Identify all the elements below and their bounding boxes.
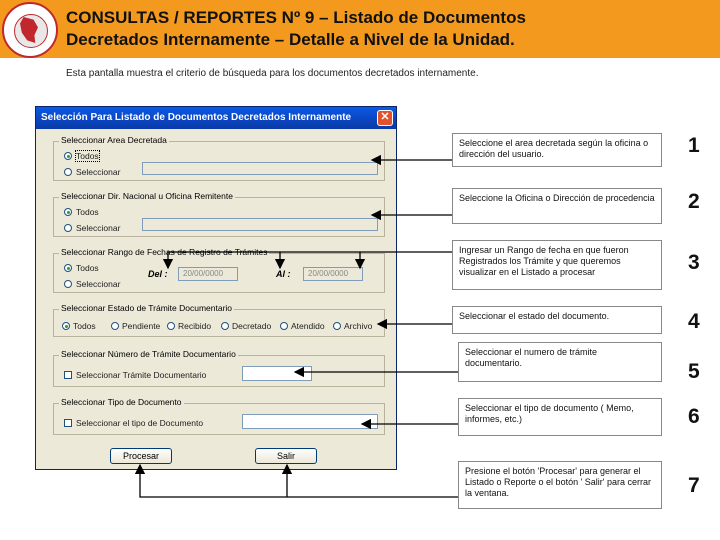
checkbox-label: Seleccionar Trámite Documentario	[76, 370, 207, 380]
group-rango-fechas	[53, 247, 385, 293]
step-number-7: 7	[688, 474, 700, 497]
option-label: Pendiente	[122, 321, 161, 331]
radio-fechas-seleccionar[interactable]	[64, 280, 72, 288]
date-to-field[interactable]: 20/00/0000	[303, 267, 363, 281]
radio-estado-archivo[interactable]	[333, 322, 341, 330]
intro-text: Esta pantalla muestra el criterio de búsqueda para los documentos decretados internamente.	[66, 68, 479, 79]
step-number-2: 2	[688, 190, 700, 213]
group-label: Seleccionar Estado de Trámite Documentario	[61, 303, 233, 313]
callout-7: Presione el botón 'Procesar' para generar el Listado o Reporte o el botón ' Salir' para cerrar la ventana.	[458, 461, 662, 509]
group-numero-tramite	[53, 349, 385, 387]
callout-5: Seleccionar el numero de trámite documentario.	[458, 342, 662, 382]
tipo-documento-checkbox[interactable]	[64, 419, 72, 427]
area-select-field[interactable]	[142, 162, 378, 175]
callout-6: Seleccionar el tipo de documento ( Memo, informes, etc.)	[458, 398, 662, 436]
step-number-1: 1	[688, 134, 700, 157]
group-label: Seleccionar Número de Trámite Documentario	[61, 349, 236, 359]
page-title-line1: CONSULTAS / REPORTES Nº 9 – Listado de Documentos	[66, 8, 526, 27]
group-area-decretada	[53, 135, 385, 181]
step-number-6: 6	[688, 405, 700, 428]
radio-estado-todos[interactable]	[62, 322, 70, 330]
step-number-4: 4	[688, 310, 700, 333]
option-label: Archivo	[344, 321, 373, 331]
option-label: Decretado	[232, 321, 272, 331]
option-label: Seleccionar	[76, 223, 121, 233]
option-label: Seleccionar	[76, 167, 121, 177]
step-number-5: 5	[688, 360, 700, 383]
dialog-title: Selección Para Listado de Documentos Decretados Internamente	[41, 112, 352, 123]
date-from-label: Del :	[148, 269, 168, 279]
group-tipo-documento	[53, 397, 385, 435]
group-label: Seleccionar Area Decretada	[61, 135, 167, 145]
page-title-line2: Decretados Internamente – Detalle a Nivel de la Unidad.	[66, 30, 515, 49]
close-icon[interactable]: ✕	[377, 110, 393, 126]
option-label: Atendido	[291, 321, 325, 331]
numero-tramite-input[interactable]	[242, 366, 312, 381]
group-label: Seleccionar Dir. Nacional u Oficina Remitente	[61, 191, 233, 201]
group-label: Seleccionar Rango de Fechas de Registro de Trámites	[61, 247, 268, 257]
callout-4: Seleccionar el estado del documento.	[452, 306, 662, 334]
checkbox-label: Seleccionar el tipo de Documento	[76, 418, 204, 428]
date-to-label: Al :	[276, 269, 291, 279]
radio-origen-seleccionar[interactable]	[64, 224, 72, 232]
callout-2: Seleccione la Oficina o Dirección de procedencia	[452, 188, 662, 224]
dialog-titlebar	[36, 107, 396, 129]
option-label: Recibido	[178, 321, 212, 331]
group-estado-tramite	[53, 303, 385, 337]
oficina-select-field[interactable]	[142, 218, 378, 231]
date-from-field[interactable]: 20/00/0000	[178, 267, 238, 281]
group-label: Seleccionar Tipo de Documento	[61, 397, 182, 407]
radio-origen-todos[interactable]	[64, 208, 72, 216]
option-label: Todos	[76, 263, 99, 273]
procesar-button[interactable]: Procesar	[110, 448, 172, 464]
radio-estado-decretado[interactable]	[221, 322, 229, 330]
radio-estado-atendido[interactable]	[280, 322, 288, 330]
option-label: Todos	[76, 151, 99, 161]
radio-area-seleccionar[interactable]	[64, 168, 72, 176]
radio-estado-pendiente[interactable]	[111, 322, 119, 330]
salir-button[interactable]: Salir	[255, 448, 317, 464]
government-seal-icon	[2, 2, 58, 58]
numero-tramite-checkbox[interactable]	[64, 371, 72, 379]
callout-3: Ingresar un Rango de fecha en que fueron Registrados los Trámite y que queremos visualizar en el Listado a procesar	[452, 240, 662, 290]
radio-fechas-todos[interactable]	[64, 264, 72, 272]
radio-area-todos[interactable]	[64, 152, 72, 160]
option-label: Seleccionar	[76, 279, 121, 289]
tipo-documento-select[interactable]	[242, 414, 378, 429]
option-label: Todos	[73, 321, 96, 331]
step-number-3: 3	[688, 251, 700, 274]
group-oficina-remitente	[53, 191, 385, 237]
callout-1: Seleccione el area decretada según la oficina o dirección del usuario.	[452, 133, 662, 167]
selection-dialog	[35, 106, 397, 470]
radio-estado-recibido[interactable]	[167, 322, 175, 330]
option-label: Todos	[76, 207, 99, 217]
